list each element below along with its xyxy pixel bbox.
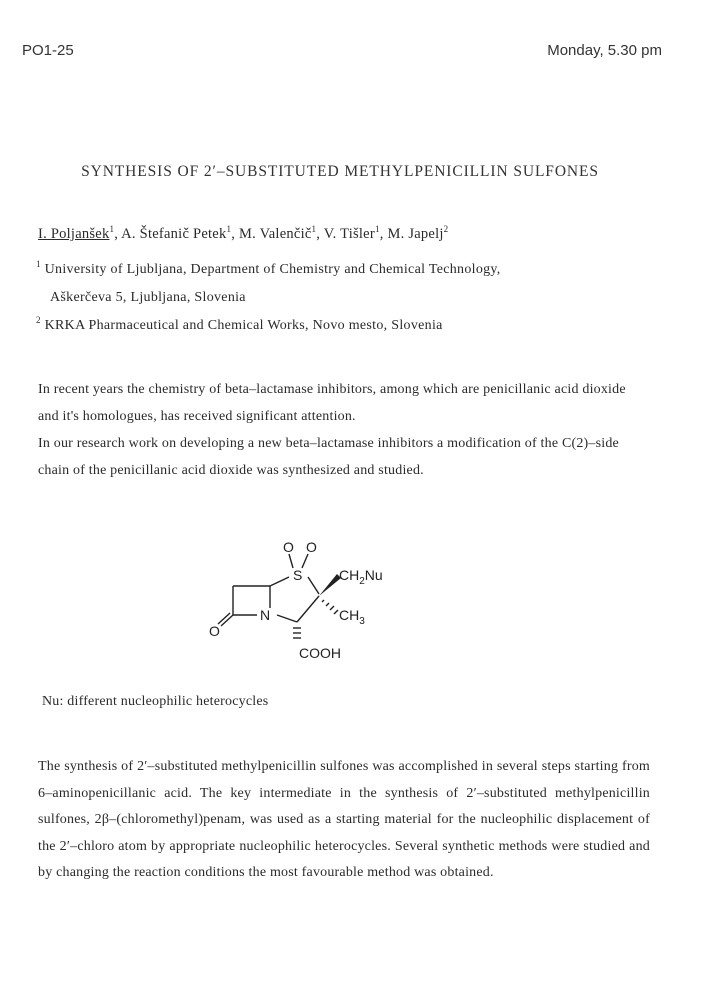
author-sup: 1: [311, 224, 317, 234]
author-list: [38, 226, 448, 243]
author-sup: 2: [443, 224, 449, 234]
paper-title: SYNTHESIS OF 2′–SUBSTITUTED METHYLPENICILLIN SULFONES: [81, 163, 599, 180]
atom-nitrogen: N: [260, 607, 271, 623]
intro-paragraph: [38, 376, 650, 484]
intro-text-1: In recent years the chemistry of beta–lactamase inhibitors, among which are penicillanic acid dioxide and it's homologues, has received significant attention.: [38, 382, 626, 424]
group-ch2nu: [339, 567, 383, 587]
wedge-bond: [319, 574, 341, 596]
author-lead: I. Poljanšek: [38, 226, 110, 242]
atom-oxygen: O: [306, 539, 317, 555]
group-ch3: [339, 607, 365, 627]
intro-text-2: In our research work on developing a new beta–lactamase inhibitors a modification of the C(2)–side chain of the penicillanic acid dioxide was synthesized and studied.: [38, 436, 619, 478]
ch3-main: CH: [339, 607, 360, 623]
synthesis-text: The synthesis of 2′–substituted methylpenicillin sulfones was accomplished in several steps starting from 6–aminopenicillanic acid. The key intermediate in the synthesis of 2′–substituted methylpenicillin sulfones, 2β–(chloromethyl)penam, was used as a starting material for the nucleophilic displacement of the 2′–chloro atom by appropriate nucleophilic heterocycles. Several synthetic methods were studied and by changing the reaction conditions the most favourable method was obtained.: [38, 759, 650, 880]
ch2nu-main: CH: [339, 567, 360, 583]
author-sup: 1: [109, 224, 115, 234]
group-cooh: COOH: [299, 645, 341, 661]
affiliation-line: KRKA Pharmaceutical and Chemical Works, Novo mesto, Slovenia: [44, 318, 443, 333]
nu-note: Nu: different nucleophilic heterocycles: [42, 694, 269, 709]
chemical-structure: [205, 528, 425, 668]
ch2nu-sub: 2: [359, 576, 365, 587]
poster-id: PO1-25: [22, 42, 74, 59]
affiliation-1: [36, 259, 501, 278]
author-sup: 1: [374, 224, 380, 234]
author: , A. Štefanič Petek: [114, 226, 227, 242]
author: , V. Tišler: [316, 226, 375, 242]
ch2nu-tail: Nu: [364, 567, 383, 583]
atom-oxygen: O: [283, 539, 294, 555]
affiliation-num: 1: [36, 259, 41, 269]
affiliation-2: [36, 315, 443, 334]
author: , M. Japelj: [379, 226, 444, 242]
ch3-sub: 3: [359, 616, 365, 627]
session-time: Monday, 5.30 pm: [547, 42, 662, 59]
affiliation-1-address: Aškerčeva 5, Ljubljana, Slovenia: [50, 290, 246, 305]
author: , M. Valenčič: [231, 226, 312, 242]
affiliation-num: 2: [36, 315, 41, 325]
structure-bonds: [218, 554, 338, 638]
affiliation-line: University of Ljubljana, Department of Chemistry and Chemical Technology,: [44, 262, 501, 277]
atom-sulfur: S: [293, 567, 303, 583]
synthesis-paragraph: [38, 754, 650, 887]
author-sup: 1: [226, 224, 232, 234]
atom-carbonyl-oxygen: O: [209, 623, 220, 639]
